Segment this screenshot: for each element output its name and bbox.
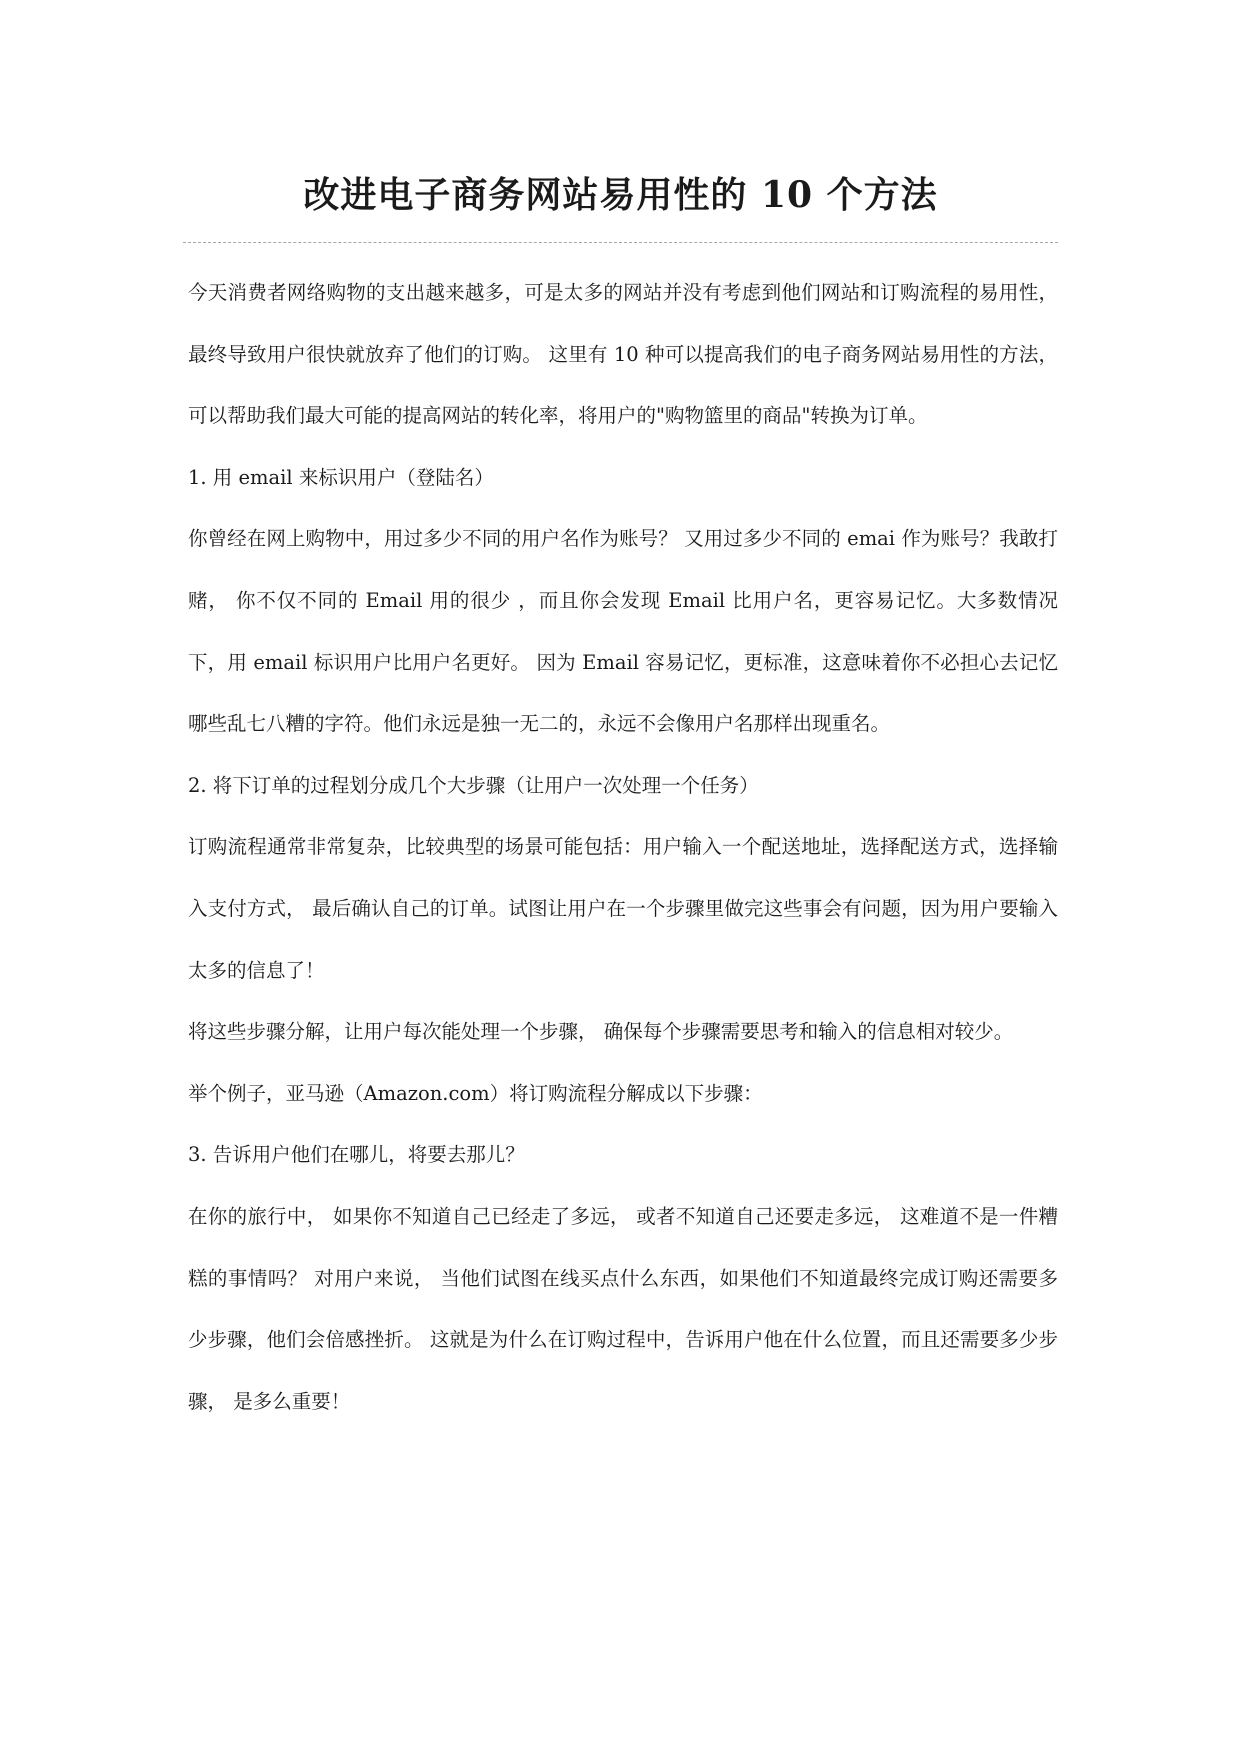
document-title: 改进电子商务网站易用性的 10 个方法 bbox=[303, 174, 938, 216]
section-heading-3: 3. 告诉用户他们在哪儿，将要去那儿？ bbox=[188, 1143, 525, 1167]
intro-paragraph: 今天消费者网络购物的支出越来越多，可是太多的网站并没有考虑到他们网站和订购流程的易用性，最终导致用户很快就放弃了他们的订购。 这里有 10 种可以提高我们的电子商务网站易用性的方法，可以帮助我们最大可能的提高网站的转化率，将用户的"购物篮里的商品"转换为订单。 bbox=[188, 281, 1058, 428]
document-body bbox=[188, 262, 1058, 1432]
section-2-paragraph-2: 将这些步骤分解，让用户每次能处理一个步骤， 确保每个步骤需要思考和输入的信息相对较少。 bbox=[188, 1020, 1014, 1044]
section-heading-2: 2. 将下订单的过程划分成几个大步骤（让用户一次处理一个任务） bbox=[188, 773, 759, 797]
section-1-paragraph: 你曾经在网上购物中，用过多少不同的用户名作为账号？ 又用过多少不同的 emai 作为账号？我敢打赌， 你不仅不同的 Email 用的很少 ，而且你会发现 Email 比用户名，更容易记忆。大多数情况下，用 email 标识用户比用户名更好。 因为 Email 容易记忆，更标准，这意味着你不必担心去记忆哪些乱七八糟的字符。他们永远是独一无二的，永远不会像用户名那样出现重名。 bbox=[188, 527, 1058, 736]
section-2-paragraph-1: 订购流程通常非常复杂，比较典型的场景可能包括：用户输入一个配送地址，选择配送方式，选择输入支付方式， 最后确认自己的订单。试图让用户在一个步骤里做完这些事会有问题，因为用户要输入太多的信息了！ bbox=[188, 835, 1058, 982]
section-2-paragraph-3: 举个例子，亚马逊（Amazon.com）将订购流程分解成以下步骤： bbox=[188, 1081, 763, 1105]
section-3-paragraph: 在你的旅行中， 如果你不知道自己已经走了多远， 或者不知道自己还要走多远， 这难道不是一件糟糕的事情吗？ 对用户来说， 当他们试图在线买点什么东西，如果他们不知道最终完成订购还需要多少步骤，他们会倍感挫折。 这就是为什么在订购过程中，告诉用户他在什么位置，而且还需要多少步骤， 是多么重要！ bbox=[188, 1204, 1058, 1413]
section-heading-1: 1. 用 email 来标识用户（登陆名） bbox=[188, 465, 494, 489]
title-divider bbox=[183, 242, 1058, 243]
